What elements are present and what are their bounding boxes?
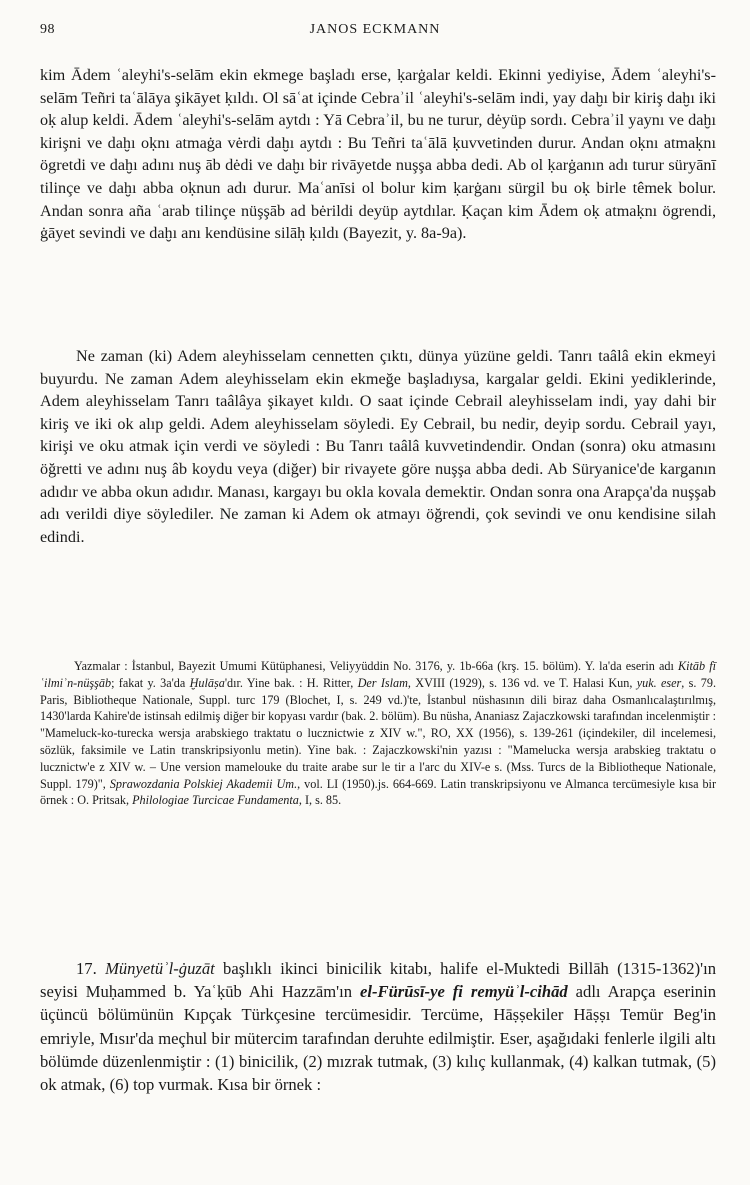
note-title: Sprawozdania Polskiej Akademii Um. [109, 776, 298, 791]
running-head: JANOS ECKMANN [309, 22, 441, 37]
note-span: , XVIII (1929), s. 136 vd. ve T. Halasi Kun, [407, 675, 637, 690]
paragraph-span: başlıklı ikinci binicilik kitabı, halife el-Muktedi Billāh (1315-1362)'ın seyisi Muḥammed b. Yaʿḳūb Ahi Hazzām'ın [40, 959, 717, 1002]
note-span: 'dır. Yine bak. : H. Ritter, [224, 675, 358, 690]
note-title: Ḫulāṣa [189, 675, 225, 690]
book-title: Münyetüʾl-ġuzāt [105, 959, 215, 978]
note-title: Kitāb fī ʿilmiʾn-nüşşāb [40, 659, 716, 690]
note-title: yuk. eser [636, 675, 682, 690]
turkish-translation-paragraph [40, 345, 716, 548]
ottoman-text-paragraph [40, 64, 716, 245]
note-span: , vol. LI (1950).js. 664-669. Latin transkripsiyonu ve Almanca tercümesiyle kısa bir örnek : O. Pritsak, [40, 776, 717, 808]
manuscripts-note [40, 658, 716, 809]
note-span: ; fakat y. 3a'da [111, 675, 190, 690]
note-title: Philologiae Turcicae Fundamenta [132, 793, 299, 808]
note-span: , s. 79. Paris, Bibliotheque Nationale, Suppl. turc 179 (Blochet, I, s. 249 vd.)'te, İstanbul nüshasının dili biraz daha Osmanlıcalaştırılmış, 1430'larda Kahire'de istinsah edilmiş diğer bir kopyası vardır (bak. 2. bölüm). Bu nüsha, Ananiasz Zajaczkowski tarafından incelenmiştir : "Mameluck-ko-turecka wersja arabskiego traktatu o lucznictwie z XIV w.", RO, XX (1956), s. 139-261 (içindekiler, dil incelemesi, sözlük, faksimile ve Latin transkripsiyonlu metin). Yine bak. : Zajaczkowski'nin yazısı : "Mamelucka wersja arabskieg traktatu o lucznictw'e z XIV w. – Une version mamelouke du traite arabe sur le tir a l'arc du XIV-e s. (Mss. Turcs de la Bibliotheque Nationale, Suppl. 179)", [40, 675, 716, 791]
book-title: el-Fürūsī-ye fi remyüʾl-cihād [360, 982, 568, 1002]
note-span: , I, s. 85. [298, 793, 342, 808]
note-span: Yazmalar : İstanbul, Bayezit Umumi Kütüphanesi, Veliyyüddin No. 3176, y. 1b-66a (krş. 15. bölüm). Y. la'da eserin adı [74, 659, 678, 673]
paragraph-text: Ne zaman (ki) Adem aleyhisselam cennetten çıktı, dünya yüzüne geldi. Tanrı taâlâ ekin ekmeyi buyurdu. Ne zaman Adem aleyhisselam ekin ekmeğe başladıysa, kargalar geldi. Ekini yediklerinde, Adem aleyhisselam Tanrı taâlâya şikayet kıldı. O saat içinde Cebrail aleyhisselam indi, yay dahi bir kiriş ve iki ok alıp geldi. Adem aleyhisselam söyledi. Ey Cebrail, bu nedir, deyip sordu. Cebrail yayı, kirişi ve oku atmak için verdi ve söyledi : Bu Tanrı taâlâ kuvvetindendir. Ondan (sonra) oku atmasını öğretti ve adını nuş âb koydu veya (diğer) bir rivayete göre nuşşa abba dedi. Ab Süryanice'de karganın adıdır ve abba okun adıdır. Manası, kargayı bu okla kovala demektir. Ondan sonra ona Arapça'da nuşşab adı verildi diye söylediler. Ne zaman ki Adem ok atmayı öğrendi, çok sevindi ve onu kendisine silah edindi. [40, 347, 716, 546]
paragraph-span: adlı Arapça eserinin üçüncü bölümünün Kıpçak Türkçesine tercümesidir. Tercüme, Hāṣṣekiler Hāṣṣı Temür Beg'in emriyle, Mısır'da meçhul bir mütercim tarafından deruhte edilmiştir. Eser, aşağıdaki fenlerle ilgili altı bölümde düzenlenmiştir : (1) binicilik, (2) mızrak tutmak, (3) kılıç kullanmak, (4) kalkan tutmak, (5) ok atmak, (6) top vurmak. Kısa bir örnek : [40, 982, 717, 1095]
paragraph-text: kim Ādem ʿaleyhi's-selām ekin ekmege başladı erse, ḳarġalar keldi. Ekinni yediyise, Ādem ʿaleyhi's-selām Teñri taʿālāya şikāyet ḳıldı. Ol sāʿat içinde Cebraʾil ʿaleyhi's-selām indi, yay daḫı bir kiriş daḫı iki oḳ alup keldi. Ādem ʿaleyhi's-selām aytdı : Yā Cebraʾil, bu ne turur, dėyüp sordı. Cebraʾil yaynı ve daḫı kirişni ve daḫı oḳnı atmaġa vėrdi daḫı aytdı : Bu Teñri taʿālā ḳuvvetinden durur. Andan oḳnı atmaḳnı ögretdi ve daḫı adını nuş āb dėdi ve daḫı bir rivāyetde nuşşa abba dedi. Ab ol ḳarġanın adı turur süryānī tilinçe ve daḫı abba oḳnun adı durur. Maʿanīsi ol bolur kim ḳarġanı sürgil bu oḳ birle têmek bolur. Andan sonra aña ʿarab tilinçe nüşşāb ad bėrildi deyüp aytdılar. Ḳaçan kim Ādem oḳ atmaḳnı ögrendi, ġāyet sevindi ve daḫı anı kendüsine silāḥ ḳıldı (Bayezit, y. 8a-9a). [40, 66, 716, 243]
section-17-paragraph [40, 957, 716, 1096]
page-header [36, 22, 714, 42]
note-text [40, 658, 716, 809]
note-title: Der Islam [357, 675, 408, 690]
paragraph-text [40, 957, 716, 1096]
section-number: 17. [76, 959, 106, 978]
page-number: 98 [40, 22, 55, 37]
